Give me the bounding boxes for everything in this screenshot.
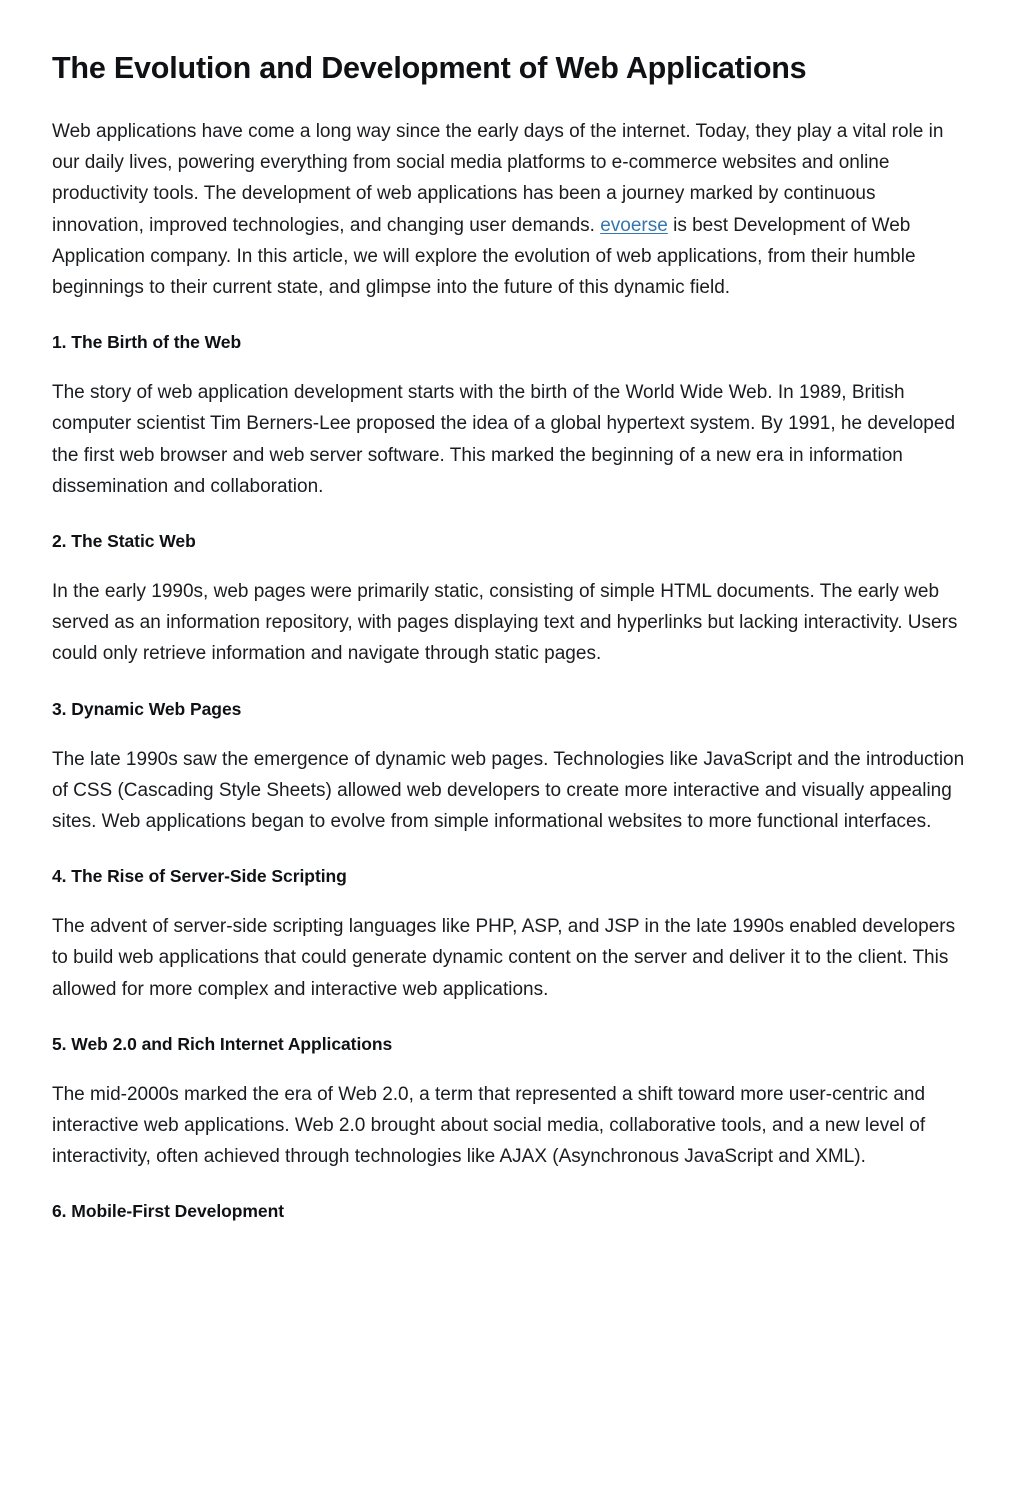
section-heading-2: 2. The Static Web bbox=[52, 531, 196, 552]
section-heading-5: 5. Web 2.0 and Rich Internet Applications bbox=[52, 1033, 393, 1054]
section-heading-6: 6. Mobile-First Development bbox=[52, 1201, 285, 1222]
intro-text-before-link: Web applications have come a long way since the early days of the internet. Today, they play a vital role in our daily lives, powering everything from social media platforms to e-commerce websites and online productivity tools. The development of web applications has been a journey marked by continuous innovation, improved technologies, and changing user demands. bbox=[52, 121, 944, 236]
section-heading-3: 3. Dynamic Web Pages bbox=[52, 698, 242, 719]
intro-paragraph bbox=[52, 116, 970, 303]
section-body-3: The late 1990s saw the emergence of dynamic web pages. Technologies like JavaScript and the introduction of CSS (Cascading Style Sheets) allowed web developers to create more interactive and visually appealing sites. Web applications began to evolve from simple informational websites to more functional interfaces. bbox=[52, 748, 965, 833]
intro-text-after-link: is best Development of Web Application company. In this article, we will explore the evolution of web applications, from their humble beginnings to their current state, and glimpse into the future of this dynamic field. bbox=[52, 214, 916, 299]
evoerse-link[interactable]: evoerse bbox=[600, 214, 668, 236]
article-body bbox=[52, 46, 970, 1224]
page-title: The Evolution and Development of Web Applications bbox=[52, 51, 807, 85]
section-body-2: In the early 1990s, web pages were primarily static, consisting of simple HTML documents. The early web served as an information repository, with pages displaying text and hyperlinks but lacking interactivity. Users could only retrieve information and navigate through static pages. bbox=[52, 581, 958, 665]
section-body-1: The story of web application development starts with the birth of the World Wide Web. In 1989, British computer scientist Tim Berners-Lee proposed the idea of a global hypertext system. By 1991, he developed the first web browser and web server software. This marked the beginning of a new era in information dissemination and collaboration. bbox=[52, 382, 956, 497]
section-body-4: The advent of server-side scripting languages like PHP, ASP, and JSP in the late 1990s enabled developers to build web applications that could generate dynamic content on the server and deliver it to the client. This allowed for more complex and interactive web applications. bbox=[52, 916, 956, 1000]
section-heading-1: 1. The Birth of the Web bbox=[52, 332, 242, 353]
section-body-5: The mid-2000s marked the era of Web 2.0, a term that represented a shift toward more user-centric and interactive web applications. Web 2.0 brought about social media, collaborative tools, and a new level of interactivity, often achieved through technologies like AJAX (Asynchronous JavaScript and XML). bbox=[52, 1083, 926, 1168]
section-heading-4: 4. The Rise of Server-Side Scripting bbox=[52, 866, 347, 887]
